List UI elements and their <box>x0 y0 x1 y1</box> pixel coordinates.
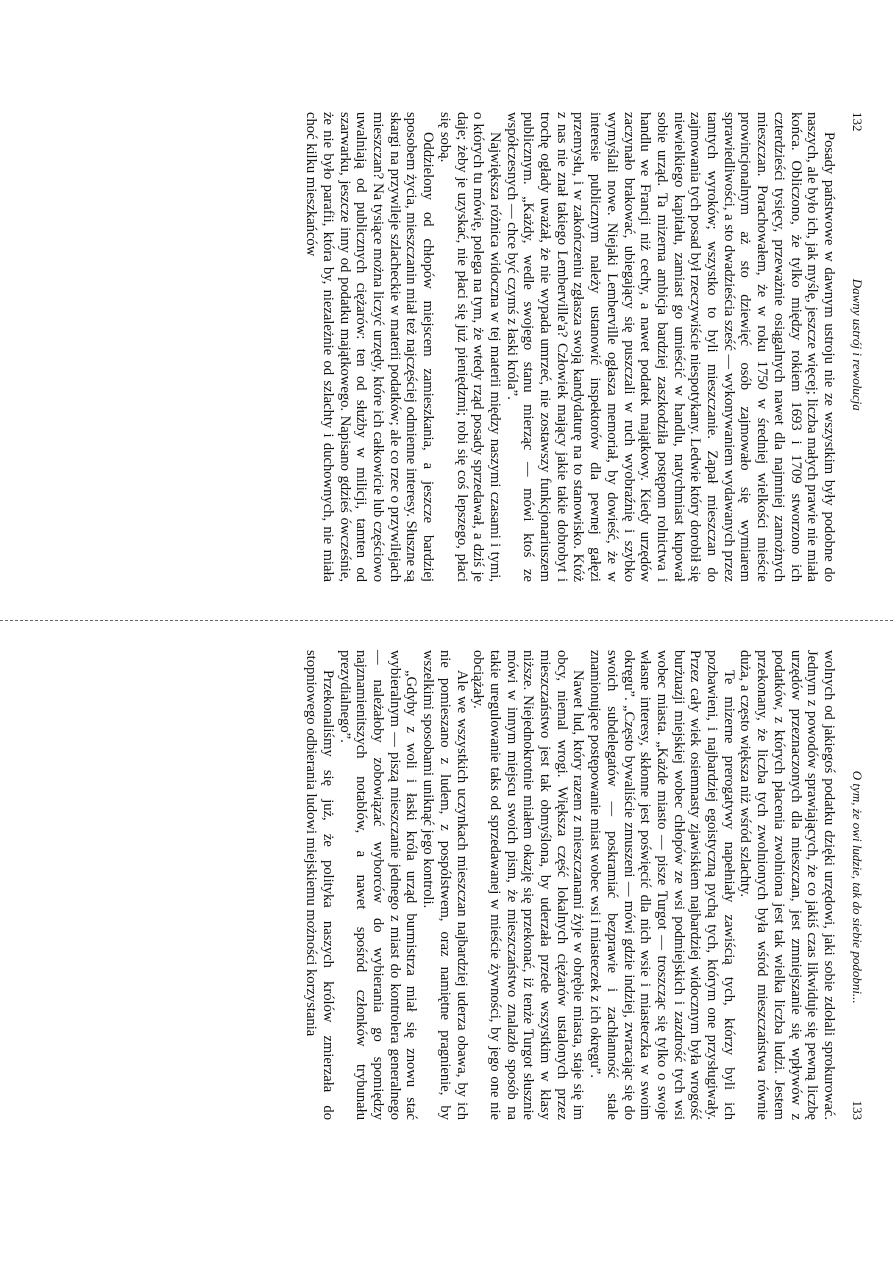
paragraph: wolnych od jakiegoś podatku dzięki urzędowi, jaki sobie zdołali sprokurować. Jednym z powodów sprawiających, że co jakiś czas likwiduje się pewną liczbę urzędów przeznaczonych dla mieszczan, jest zmniejszanie się wpływów z podatków, z których płacenia zwolniona jest tak wielka liczba ludzi. Jestem przekonany, że liczba tych zwolnionych była wśród mieszczaństwa równie duża, a często większa niż wśród szlachty. <box>737 650 837 1120</box>
paragraph: Ale we wszystkich uczynkach mieszczan najbardziej uderza obawa, by ich nie pomieszano z ludem, z pospólstwem, oraz namiętne pragnienie, by wszelkimi sposobami uniknąć jego kontroli. <box>420 650 470 1120</box>
left-page <box>0 0 893 610</box>
left-header <box>849 112 865 582</box>
left-body-text <box>303 112 838 582</box>
paragraph: Największa różnica widoczna w tej materii między naszymi czasami i tymi, o których tu mówię, polega na tym, że wtedy rząd posady sprzedawał, a dziś je daje; żeby je uzyskać, nie płaci się już pieniędzmi; robi się coś lepszego, płaci się sobą. <box>436 112 503 582</box>
paragraph: Oddzielony od chłopów miejscem zamieszkania, a jeszcze bardziej sposobem życia, mieszczanin miał też najczęściej odmienne interesy. Słuszne są skargi na przywileje szlacheckie w materii podatków; ale co rzec o przywilejach mieszczan? Na tysiące można liczyć urzędy, które ich całkowicie lub częściowo uwalniają od publicznych ciężarów: ten od służby w milicji, tamten od szarwarku, jeszcze inny od podatku majątkowego. Napisano gdzieś ówcześnie, że nie było parafii, która by, niezależnie od szlachty i duchownych, nie miała choć kilku mieszkańców <box>303 112 437 582</box>
right-running-title: O tym, że owi ludzie, tak do siebie podobni... <box>850 770 865 1004</box>
paragraph: „Gdyby z woli i łaski króla urząd burmistrza miał się znowu stać wybieralnym — piszą mieszczanie jednego z miast do kontrolera generalnego — należałoby zobowiązać wyborców do wybierania go spomiędzy najznamienitszych notablów, a nawet spośród członków trybunału prezydialnego”. <box>336 650 420 1120</box>
paragraph: Te mizerne prerogatywy napełniały zawiścią tych, którzy byli ich pozbawieni, i najbardziej egoistyczną pychą tych, którym one przysługiwały. Przez cały wiek osiemnasty zjawiskiem najbardziej widocznym była wrogość burżuazji miejskiej wobec chłopów ze wsi podmiejskich i zazdrość tych wsi wobec miasta. „Każde miasto — pisze Turgot — troszcząc się tylko o swoje własne interesy, skłonne jest poświęcić dla nich wsie i miasteczka w swoim okręgu”. „Często bywaliście zmuszeni — mówi gdzie indziej, zwracając się do swoich subdelegatów — poskramiać bezprawie i zachłanność stale znamionujące postępowanie miast wobec wsi i miasteczek z ich okręgu”. <box>587 650 737 1120</box>
right-page <box>0 632 893 1263</box>
gutter-line <box>0 620 893 621</box>
right-body-text <box>303 650 838 1120</box>
right-page-number: 133 <box>850 1100 865 1120</box>
paragraph: Posady państwowe w dawnym ustroju nie ze wszystkim były podobne do naszych, ale było ich, jak myślę, jeszcze więcej; liczba małych prawie nie miała końca. Obliczono, że tylko między rokiem 1693 i 1709 stworzono ich czterdzieści tysięcy, przeważnie osiągalnych nawet dla najmniej zamożnych mieszczan. Porachowałem, że w roku 1750 w średniej wielkości mieście prowincjonalnym aż sto dziewięć osób zajmowało się wymiarem sprawiedliwości, a sto dwadzieścia sześć — wykonywaniem wydawanych przez tamtych wyroków; wszystko to byli mieszczanie. Zapał mieszczan do zajmowania tych posad był rzeczywiście niespotykany. Ledwie który dorobił się niewielkiego kapitału, zamiast go umieścić w handlu, natychmiast kupował sobie urząd. Ta mizerna ambicja bardziej zaszkodziła postępom rolnictwa i handlu we Francji niż cechy, a nawet podatek majątkowy. Kiedy urzędów zaczynało brakować, ubiegający się puszczali w ruch wyobraźnię i szybko wymyślali nowe. Niejaki Lemberville ogłasza memoriał, by dowieść, że w interesie publicznym należy ustanowić inspektorów dla pewnej gałęzi przemysłu, i w zakończeniu zgłasza swoją kandydaturę na to stanowisko. Któż z nas nie znał takiego Lemberville'a? Człowiek mający jakie takie dobrobyt i trochę ogłady uważał, że nie wypada umrzeć, nie zostawszy funkcjonariuszem publicznym. „Każdy, wedle swojego stanu mierząc — mówi ktoś ze współczesnych — chce być czymś z łaski króla”. <box>503 112 837 582</box>
paragraph: Nawet lud, który razem z mieszczanami żyje w obrębie miasta, staje się im obcy, niemal wrogi. Większa część lokalnych ciężarów ustalonych przez mieszczaństwo jest tak obmyślona, by uderzała przede wszystkim w klasy niższe. Niejednokrotnie miałem okazję się przekonać, iż tenże Turgot słusznie mówi w innym miejscu swoich pism, że mieszczaństwo znalazło sposób na takie uregulowanie taks od sprzedawanej w mieście żywności, by jego one nie obciążały. <box>470 650 587 1120</box>
left-page-number: 132 <box>850 112 865 132</box>
paragraph: Przekonaliśmy się już, że polityka naszych królów zmierzała do stopniowego odbierania ludowi miejskiemu możności korzystania <box>303 650 336 1120</box>
left-running-title: Dawny ustrój i rewolucja <box>850 278 865 411</box>
right-header <box>849 650 865 1120</box>
